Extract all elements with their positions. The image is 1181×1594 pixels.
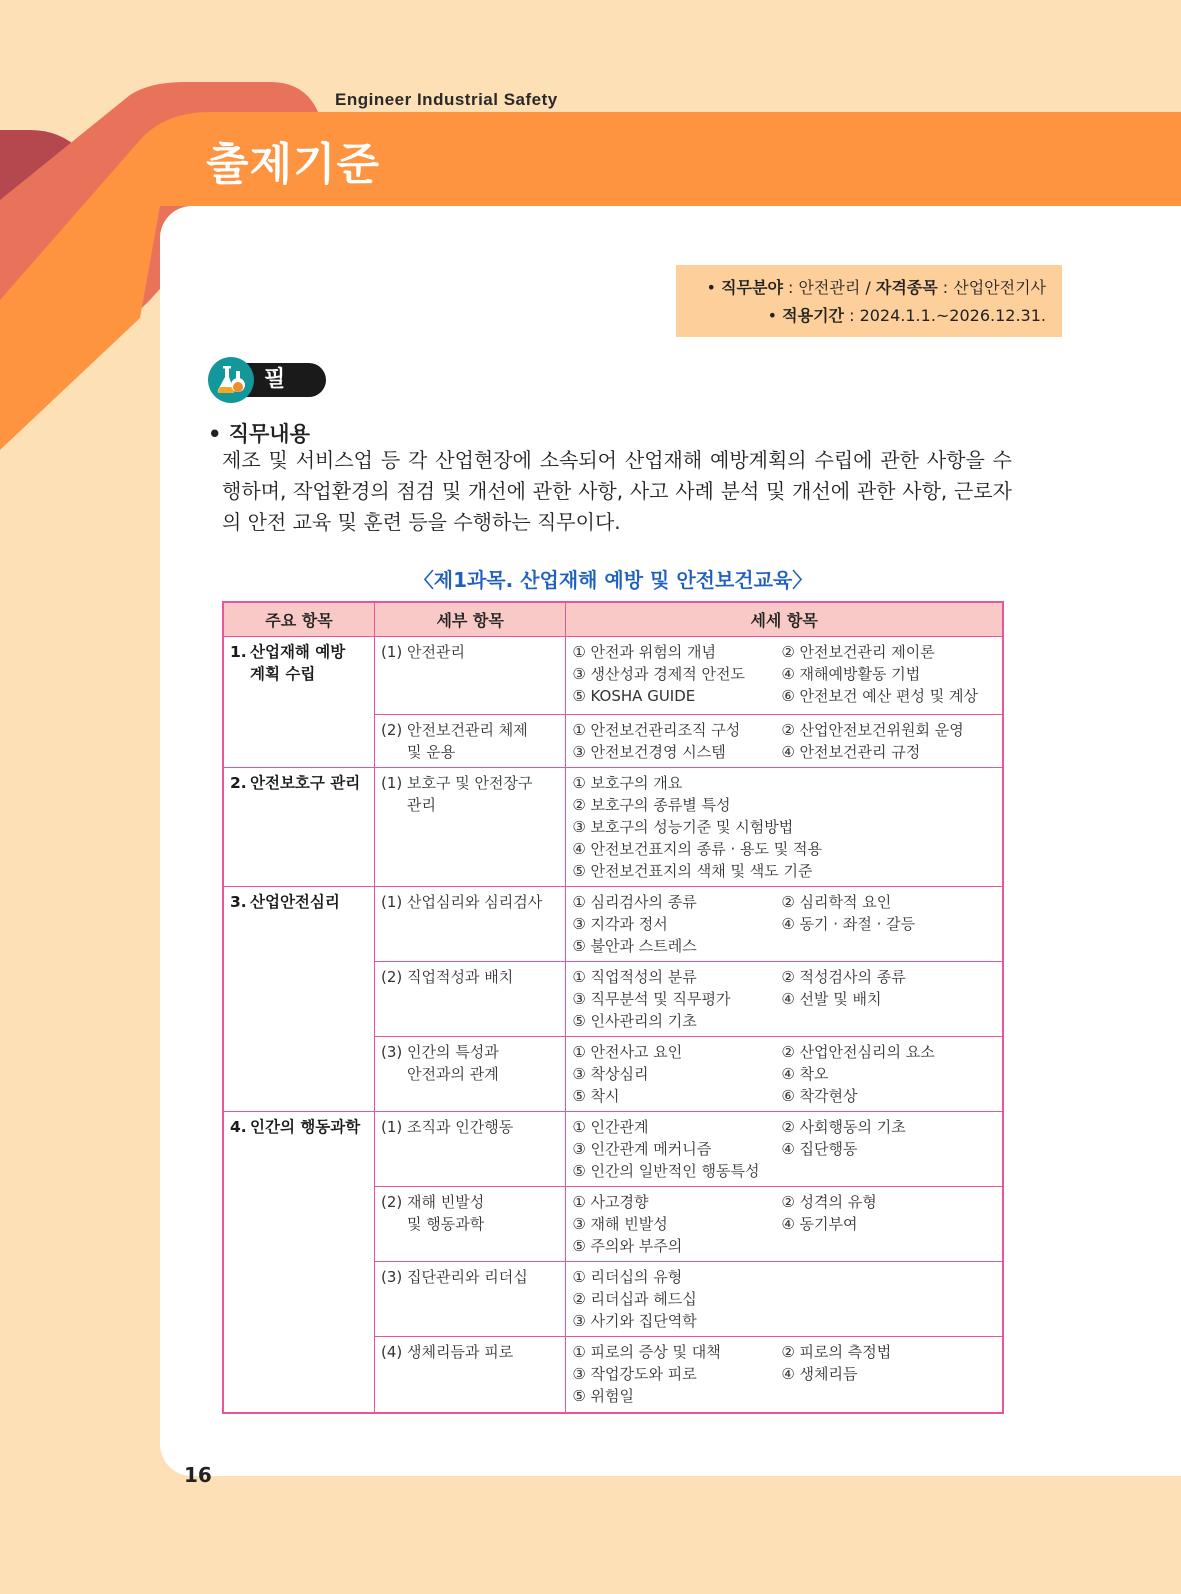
table-body: [223, 637, 1003, 1413]
detail-item: ⑤ 불안과 스트레스: [572, 937, 697, 955]
detail-list: [572, 1341, 996, 1407]
sub-item-cell: [375, 1262, 566, 1337]
sub-item-cell: [375, 1037, 566, 1112]
detail-item: ④ 생체리듬: [781, 1365, 858, 1383]
sub-item-title: (2) 안전보건관리 체제: [381, 721, 528, 739]
detail-item: ④ 안전보건표지의 종류 · 용도 및 적용: [572, 840, 823, 858]
detail-item: ⑥ 착각현상: [781, 1087, 858, 1105]
detail-list: [572, 641, 996, 707]
main-item-title: 안전보호구 관리: [250, 774, 361, 792]
main-item-number: 2.: [230, 774, 247, 792]
sub-item-cell: [375, 1187, 566, 1262]
detail-item: ① 안전사고 요인: [572, 1043, 683, 1061]
detail-item: ⑤ KOSHA GUIDE: [572, 687, 696, 705]
detail-item: ④ 선발 및 배치: [781, 990, 882, 1008]
detail-list: [572, 891, 996, 957]
criteria-table: [222, 601, 1004, 1414]
detail-items-cell: [566, 962, 1003, 1037]
sub-item-title-cont: 및 행동과학: [407, 1215, 485, 1233]
detail-item: ① 리더십의 유형: [572, 1268, 683, 1286]
period-value: 2024.1.1.~2026.12.31.: [859, 306, 1046, 325]
sub-item-cell: [375, 768, 566, 887]
period-label: 적용기간: [782, 306, 844, 325]
detail-item: ② 적성검사의 종류: [781, 968, 906, 986]
detail-item: ③ 안전보건경영 시스템: [572, 743, 726, 761]
field-label: 직무분야: [721, 278, 783, 297]
sub-item-title: (3) 집단관리와 리더십: [381, 1268, 528, 1286]
sub-item-title-cont: 안전과의 관계: [407, 1065, 499, 1083]
sub-item-title: (3) 인간의 특성과: [381, 1043, 499, 1061]
main-item-title: 인간의 행동과학: [250, 1118, 361, 1136]
detail-items-cell: [566, 1262, 1003, 1337]
main-item-title-cont: 계획 수립: [250, 665, 316, 683]
detail-list: [572, 1266, 996, 1332]
info-line-2: • 적용기간 : 2024.1.1.~2026.12.31.: [767, 306, 1046, 325]
detail-item: ⑤ 착시: [572, 1087, 620, 1105]
cert-label: 자격종목: [875, 278, 938, 297]
exam-info-box: [676, 265, 1062, 337]
detail-item: ⑤ 인사관리의 기초: [572, 1012, 697, 1030]
main-item-cell: [223, 1112, 375, 1413]
main-item-cell: [223, 768, 375, 887]
sub-item-title: (4) 생체리듬과 피로: [381, 1343, 514, 1361]
detail-list: [572, 772, 996, 882]
detail-items-cell: [566, 1337, 1003, 1413]
detail-item: ③ 보호구의 성능기준 및 시험방법: [572, 818, 794, 836]
detail-list: [572, 1041, 996, 1107]
exam-type-label: 필 기: [230, 363, 326, 397]
detail-item: ④ 동기 · 좌절 · 갈등: [781, 915, 916, 933]
detail-item: ③ 지각과 정서: [572, 915, 668, 933]
main-item-number: 4.: [230, 1118, 247, 1136]
table-header-row: [223, 602, 1003, 637]
sub-item-cell: [375, 637, 566, 715]
sub-item-title: (1) 조직과 인간행동: [381, 1118, 514, 1136]
duty-heading-text: 직무내용: [228, 422, 310, 446]
detail-item: ① 안전보건관리조직 구성: [572, 721, 741, 739]
main-item-title: 산업재해 예방: [250, 643, 346, 661]
detail-item: ② 피로의 측정법: [781, 1343, 892, 1361]
detail-item: ④ 재해예방활동 기법: [781, 665, 921, 683]
detail-item: ③ 착상심리: [572, 1065, 649, 1083]
detail-items-cell: [566, 1112, 1003, 1187]
detail-items-cell: [566, 768, 1003, 887]
page-number: 16: [184, 1463, 212, 1487]
detail-list: [572, 1191, 996, 1257]
header-main-items: 주요 항목: [223, 602, 375, 637]
detail-item: ⑤ 주의와 부주의: [572, 1237, 683, 1255]
detail-item: ③ 재해 빈발성: [572, 1215, 668, 1233]
main-item-cell: [223, 887, 375, 1112]
header-sub-items: 세부 항목: [375, 602, 566, 637]
detail-item: ② 보호구의 종류별 특성: [572, 796, 731, 814]
sub-item-title: (2) 직업적성과 배치: [381, 968, 514, 986]
flask-icon: [208, 357, 254, 403]
detail-items-cell: [566, 1187, 1003, 1262]
detail-item: ② 성격의 유형: [781, 1193, 877, 1211]
detail-list: [572, 719, 996, 763]
detail-items-cell: [566, 1037, 1003, 1112]
detail-item: ① 사고경향: [572, 1193, 649, 1211]
detail-item: ② 리더십과 헤드십: [572, 1290, 697, 1308]
main-item-number: 1.: [230, 643, 247, 661]
detail-item: ③ 작업강도와 피로: [572, 1365, 697, 1383]
duty-heading: • 직무내용: [208, 422, 310, 446]
sub-item-title-cont: 관리: [407, 796, 436, 814]
info-line-1: • 직무분야 : 안전관리 / 자격종목 : 산업안전기사: [706, 278, 1046, 297]
table-row: [223, 637, 1003, 715]
detail-item: ③ 생산성과 경제적 안전도: [572, 665, 745, 683]
detail-item: ⑥ 안전보건 예산 편성 및 계상: [781, 687, 979, 705]
detail-item: ② 심리학적 요인: [781, 893, 892, 911]
detail-items-cell: [566, 715, 1003, 768]
page-title: 출제기준: [206, 139, 381, 190]
detail-item: ① 안전과 위험의 개념: [572, 643, 717, 661]
sub-item-cell: [375, 962, 566, 1037]
detail-item: ① 피로의 증상 및 대책: [572, 1343, 721, 1361]
detail-items-cell: [566, 887, 1003, 962]
detail-item: ① 심리검사의 종류: [572, 893, 697, 911]
detail-item: ③ 인간관계 메커니즘: [572, 1140, 712, 1158]
series-title: Engineer Industrial Safety: [335, 90, 558, 109]
main-item-cell: [223, 637, 375, 768]
sub-item-title-cont: 및 운용: [407, 743, 456, 761]
detail-item: ② 안전보건관리 제이론: [781, 643, 935, 661]
detail-list: [572, 1116, 996, 1182]
sub-item-cell: [375, 1112, 566, 1187]
detail-item: ② 사회행동의 기초: [781, 1118, 906, 1136]
detail-items-cell: [566, 637, 1003, 715]
main-item-title: 산업안전심리: [250, 893, 340, 911]
detail-item: ④ 집단행동: [781, 1140, 858, 1158]
duty-description: 제조 및 서비스업 등 각 산업현장에 소속되어 산업재해 예방계획의 수립에 관한 사항을 수행하며, 작업환경의 점검 및 개선에 관한 사항, 사고 사례 분석 및 개선에 관한 사항, 근로자의 안전 교육 및 훈련 등을 수행하는 직무이다.: [222, 448, 1012, 534]
detail-item: ④ 동기부여: [781, 1215, 858, 1233]
detail-item: ⑤ 위험일: [572, 1387, 635, 1405]
detail-item: ④ 착오: [781, 1065, 829, 1083]
sub-item-title: (1) 산업심리와 심리검사: [381, 893, 543, 911]
sub-item-cell: [375, 1337, 566, 1413]
detail-item: ① 직업적성의 분류: [572, 968, 697, 986]
detail-item: ⑤ 안전보건표지의 색채 및 색도 기준: [572, 862, 813, 880]
sub-item-cell: [375, 715, 566, 768]
cert-value: 산업안전기사: [953, 278, 1046, 297]
sub-item-title: (1) 보호구 및 안전장구: [381, 774, 533, 792]
detail-item: ① 보호구의 개요: [572, 774, 683, 792]
detail-item: ② 산업안전심리의 요소: [781, 1043, 935, 1061]
detail-item: ④ 안전보건관리 규정: [781, 743, 921, 761]
exam-type-badge: [208, 357, 326, 426]
main-item-number: 3.: [230, 893, 247, 911]
detail-list: [572, 966, 996, 1032]
header-detail-items: 세세 항목: [566, 602, 1003, 637]
sub-item-cell: [375, 887, 566, 962]
detail-item: ③ 사기와 집단역학: [572, 1312, 697, 1330]
detail-item: ③ 직무분석 및 직무평가: [572, 990, 731, 1008]
detail-item: ① 인간관계: [572, 1118, 649, 1136]
table-row: [223, 768, 1003, 887]
table-row: [223, 887, 1003, 962]
detail-item: ⑤ 인간의 일반적인 행동특성: [572, 1162, 760, 1180]
table-caption: 〈제1과목. 산업재해 예방 및 안전보건교육〉: [413, 568, 813, 592]
field-value: 안전관리: [798, 278, 861, 297]
sub-item-title: (1) 안전관리: [381, 643, 465, 661]
sub-item-title: (2) 재해 빈발성: [381, 1193, 485, 1211]
detail-item: ② 산업안전보건위원회 운영: [781, 721, 964, 739]
table-row: [223, 1112, 1003, 1187]
